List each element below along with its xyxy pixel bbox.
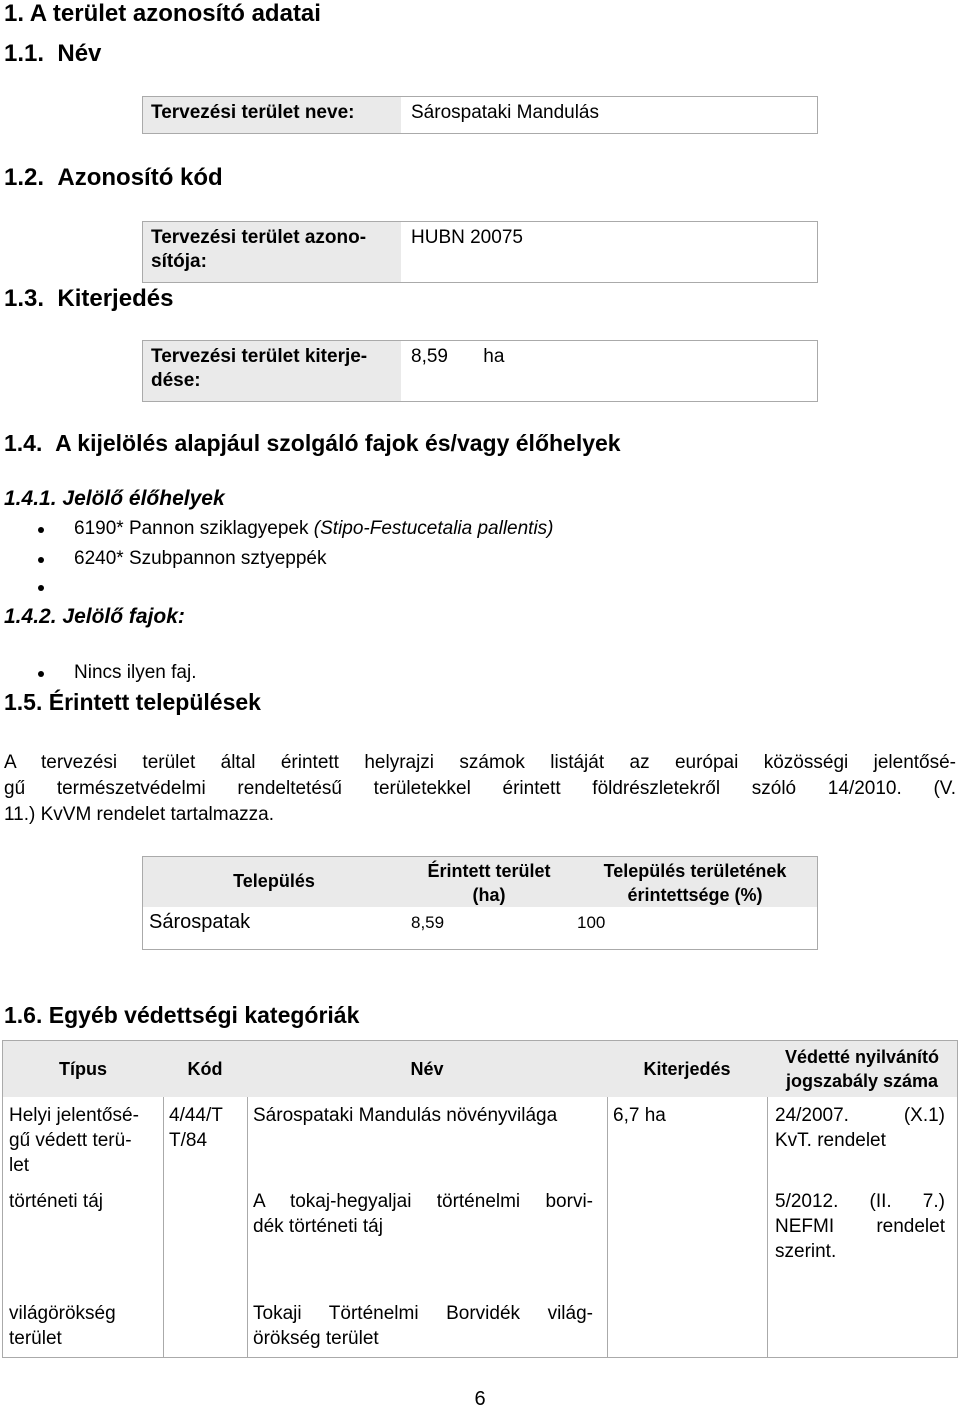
header-law bbox=[767, 1045, 957, 1093]
protection-table bbox=[2, 1040, 958, 1358]
id-field-row bbox=[142, 221, 818, 283]
paragraph-line3: 11.) KvVM rendelet tartalmazza. bbox=[4, 804, 274, 825]
heading-1-4-1: 1.4.1. Jelölő élőhelyek bbox=[4, 487, 225, 510]
r3-name-line2: örökség terület bbox=[253, 1328, 379, 1349]
paragraph-line1: A tervezési terület által érintett helyrajzi számok listáját az európai közösségi jelentősé- bbox=[4, 752, 956, 773]
habitat-item-6190: 6190* Pannon sziklagyepek (Stipo-Festucetalia pallentis) bbox=[74, 518, 554, 539]
r2-law-line1 bbox=[775, 1189, 945, 1214]
id-field-label bbox=[143, 222, 401, 282]
r1-type-line1: Helyi jelentősé- bbox=[9, 1105, 139, 1126]
bullet-icon bbox=[38, 671, 44, 677]
r2-name-line2: dék történeti táj bbox=[253, 1216, 383, 1237]
header-name: Név bbox=[410, 1059, 444, 1079]
r1-name: Sárospataki Mandulás növényvilága bbox=[253, 1105, 558, 1126]
r2-name-line1: A tokaj-hegyaljai történelmi borvi- bbox=[253, 1191, 593, 1212]
heading-1: 1. A terület azonosító adatai bbox=[4, 0, 321, 27]
heading-1-4-2: 1.4.2. Jelölő fajok: bbox=[4, 605, 185, 628]
r3-type bbox=[9, 1301, 116, 1351]
heading-1-3: 1.3. Kiterjedés bbox=[4, 285, 174, 312]
id-label-line1: Tervezési terület azono- bbox=[151, 227, 367, 248]
r1-law-line2: KvT. rendelet bbox=[775, 1130, 886, 1151]
col-divider bbox=[767, 1097, 768, 1357]
r2-law-line3: szerint. bbox=[775, 1241, 837, 1262]
id-field-value: HUBN 20075 bbox=[411, 227, 523, 248]
extent-unit: ha bbox=[483, 346, 505, 367]
col-divider bbox=[163, 1097, 164, 1357]
heading-1-1: 1.1. Név bbox=[4, 40, 102, 67]
header-area-line2: (ha) bbox=[472, 885, 506, 905]
r1-type bbox=[9, 1103, 139, 1178]
header-pct-line2: érintettsége (%) bbox=[627, 885, 763, 905]
cell-settlement-name: Sárospatak bbox=[149, 911, 251, 933]
extent-field-row bbox=[142, 340, 818, 402]
header-type: Típus bbox=[59, 1059, 107, 1079]
extent-field-value bbox=[401, 341, 817, 401]
extent-field-label bbox=[143, 341, 401, 401]
r2-law-part: 7.) bbox=[922, 1191, 945, 1212]
header-law-line2: jogszabály száma bbox=[785, 1071, 939, 1091]
cell-settlement-area: 8,59 bbox=[411, 913, 445, 932]
heading-1-2: 1.2. Azonosító kód bbox=[4, 164, 223, 191]
species-item: Nincs ilyen faj. bbox=[74, 662, 197, 683]
heading-1-4: 1.4. A kijelölés alapjául szolgáló fajok és/vagy élőhelyek bbox=[4, 430, 621, 456]
heading-1-5: 1.5. Érintett települések bbox=[4, 689, 261, 715]
r2-law bbox=[775, 1189, 945, 1264]
header-pct-line1: Település területének bbox=[603, 861, 787, 881]
heading-1-6: 1.6. Egyéb védettségi kategóriák bbox=[4, 1002, 360, 1028]
cell-settlement-pct: 100 bbox=[577, 913, 606, 932]
name-field-row bbox=[142, 96, 818, 134]
settlements-table bbox=[142, 856, 818, 950]
id-label-line2: sítója: bbox=[151, 251, 207, 272]
bullet-icon bbox=[38, 585, 44, 591]
r2-type: történeti táj bbox=[9, 1191, 103, 1212]
bullet-icon bbox=[38, 527, 44, 533]
extent-label-line2: dése: bbox=[151, 370, 201, 391]
name-field-value: Sárospataki Mandulás bbox=[411, 102, 599, 123]
r1-type-line2: gű védett terü- bbox=[9, 1130, 132, 1151]
r1-type-line3: let bbox=[9, 1155, 30, 1176]
header-area-line1: Érintett terület bbox=[427, 861, 551, 881]
r2-law-line2 bbox=[775, 1214, 945, 1239]
r1-law-date: (X.1) bbox=[903, 1105, 945, 1126]
r3-name-line1: Tokaji Történelmi Borvidék világ- bbox=[253, 1303, 593, 1324]
paragraph-line2: gű természetvédelmi rendeltetésű területekkel érintett földrészletekről szóló 14/2010. (V. bbox=[4, 778, 956, 799]
header-area bbox=[405, 859, 573, 907]
col-divider bbox=[607, 1097, 608, 1357]
r1-law bbox=[775, 1103, 945, 1153]
extent-label-line1: Tervezési terület kiterje- bbox=[151, 346, 368, 367]
settlements-paragraph bbox=[4, 750, 956, 828]
r1-law-number: 24/2007. bbox=[775, 1105, 849, 1126]
extent-value: 8,59 bbox=[411, 346, 448, 367]
r2-name bbox=[253, 1189, 593, 1239]
header-settlement: Település bbox=[233, 871, 315, 891]
col-divider bbox=[247, 1097, 248, 1357]
name-field-label: Tervezési terület neve: bbox=[143, 97, 401, 133]
header-extent: Kiterjedés bbox=[643, 1059, 731, 1079]
r1-law-line1 bbox=[775, 1103, 945, 1128]
r2-law-part: NEFMI bbox=[775, 1216, 835, 1237]
r1-extent: 6,7 ha bbox=[613, 1105, 666, 1126]
habitat-item-6240: 6240* Szubpannon sztyeppék bbox=[74, 548, 327, 569]
r3-name bbox=[253, 1301, 593, 1351]
page-number: 6 bbox=[474, 1388, 486, 1410]
header-code: Kód bbox=[187, 1059, 223, 1079]
r2-law-part: (II. bbox=[869, 1191, 892, 1212]
header-law-line1: Védetté nyilvánító bbox=[784, 1047, 940, 1067]
header-pct bbox=[573, 859, 817, 907]
r2-law-part: 5/2012. bbox=[775, 1191, 839, 1212]
r1-code-line2: T/84 bbox=[169, 1130, 208, 1151]
r1-code bbox=[169, 1103, 223, 1153]
r3-type-line1: világörökség bbox=[9, 1303, 116, 1324]
r2-law-part: rendelet bbox=[876, 1216, 945, 1237]
bullet-icon bbox=[38, 557, 44, 563]
r1-code-line1: 4/44/T bbox=[169, 1105, 223, 1126]
r3-type-line2: terület bbox=[9, 1328, 62, 1349]
